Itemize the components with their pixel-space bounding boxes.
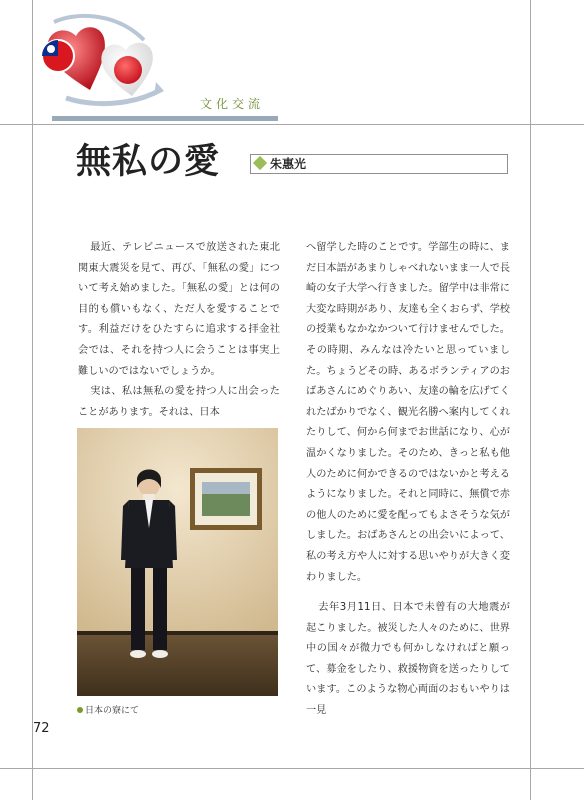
photo-caption-text: 日本の寮にて (85, 706, 140, 716)
section-label: 文化交流 (200, 97, 265, 111)
article-photo (77, 428, 278, 696)
taiwan-japan-heart-logo-icon (36, 10, 166, 110)
article-title: 無私の愛 (76, 141, 221, 182)
crop-line-bottom (0, 768, 584, 769)
section-bar (52, 116, 278, 121)
crop-line-right (530, 0, 531, 800)
article-column-1 (78, 238, 280, 423)
article-column-2 (306, 238, 510, 722)
paragraph: へ留学した時のことです。学部生の時に、まだ日本語があまりしゃべれないまま一人で長崎の女子大学へ行きました。留学中は非常に大変な時期があり、友達も全くおらず、学校の授業もなかなかついて行けませんでした。その時期、みんなは冷たいと思っていました。ちょうどその時、あるボランティアのおばあさんにめぐりあい、友達の輪を広げてくれたばかりでなく、観光名勝へ案内してくれたりして、何から何までお世話になり、心が温かくなりました。そのため、きっと私も他人のために何かできるのではないかと考えるようになりました。それと同時に、無償で赤の他人のために愛を配ってもよさそうな気がしました。おばあさんとの出会いによって、私の考え方や人に対する思いやりが大きく変わりました。 (306, 242, 510, 583)
paragraph: 最近、テレビニュースで放送された東北関東大震災を見て、再び、「無私の愛」について考え始めました。「無私の愛」とは何の目的も償いもなく、ただ人を愛することです。利益だけをひたすらに追求する拝金社会では、それを持つ人に会うことは事実上難しいのではないでしょうか。 (78, 242, 280, 377)
paragraph: 去年3月11日、日本で未曾有の大地震が起こりました。被災した人々のために、世界中の国々が微力でも何かしなければと願って、募金をしたり、救援物資を送ったりしています。このような物心両面のおもいやりは一見 (306, 602, 510, 717)
paragraph: 実は、私は無私の愛を持つ人に出会ったことがあります。それは、日本 (78, 386, 280, 418)
page-number: 72 (33, 721, 50, 736)
crop-line-top (0, 124, 584, 125)
caption-bullet-icon (77, 707, 83, 713)
article-author: 朱惠光 (270, 157, 307, 171)
crop-line-left (32, 0, 33, 800)
photo-caption (77, 703, 139, 716)
